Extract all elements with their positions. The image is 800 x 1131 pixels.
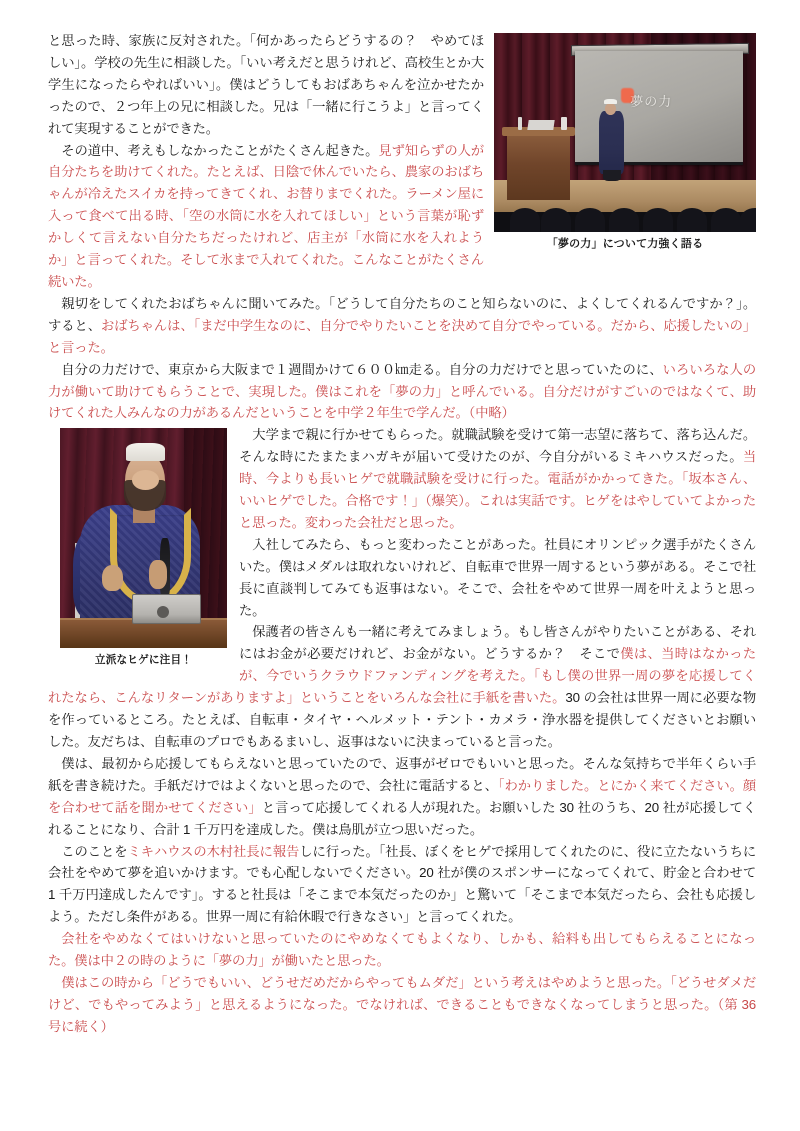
speaker-portrait-photo (60, 428, 227, 648)
paragraph-4 (48, 359, 756, 425)
speaker-head (605, 103, 617, 115)
text-run: 入社してみたら、もっと変わったことがあった。社員にオリンピック選手がたくさんいた。僕はメダルは取れないけれど、自転車で世界一周するという夢がある。そこで社長に直談判してみても返事はない。そこで、会社をやめて世界一周を叶えようと思った。 (239, 536, 756, 618)
text-run-highlight: ミキハウスの木村社長に報告 (127, 843, 300, 859)
speaker-face (132, 470, 159, 490)
speaker-left-hand (102, 565, 124, 591)
text-run: と思った時、家族に反対された。「何かあったらどうするの？ やめてほしい」。学校の先生に相談した。「いい考えだと思うけれど、高校生とか大学生になったらやればいい」。僕はどうしてもおばあちゃんを泣かせたかったので、２つ年上の兄に相談した。兄は「一緒に行こうよ」と言ってくれて実現することができた。 (48, 33, 484, 136)
speaker-cap (126, 443, 165, 462)
paragraph-3 (48, 293, 756, 359)
text-run: と言って応援してくれる人が現れた。お願いした 30 社のうち、20 社が応援してくれることになり、合計 1 千万円を達成した。僕は鳥肌が立つ思いだった。 (48, 799, 756, 837)
speaker-cap (604, 99, 617, 104)
text-run: その道中、考えもしなかったことがたくさん起きた。 (61, 142, 379, 158)
speaker-legs (603, 170, 621, 181)
figure-auditorium-stage (494, 33, 756, 252)
text-run: 親切をしてくれたおばちゃんに聞いてみた。「どうして自分たちのこと知らないのに、よくしてくれるんですか？」。すると、 (48, 295, 756, 333)
text-run-highlight: いろいろな人の力が働いて助けてもらうことで、実現した。僕はこれを「夢の力」と呼んでいる。自分だけがすごいのではなくて、助けてくれた人みんなの力があるんだということを中学２年生で学んだ。（中略） (48, 361, 757, 421)
paragraph-10 (48, 928, 756, 972)
text-run-highlight: 会社をやめなくてはいけないと思っていたのにやめなくてもよくなり、しかも、給料も出してもらえることになった。僕は中２の時のように「夢の力」が働いたと思った。 (48, 931, 756, 969)
text-run: 大学まで親に行かせてもらった。就職試験を受けて第一志望に落ちて、落ち込んだ。そんな時にたまたまハガキが届いて受けたのが、今自分がいるミキハウスだった。 (239, 427, 756, 465)
podium (507, 133, 570, 201)
podium-laptop (527, 120, 555, 130)
text-run-highlight: おばちゃんは、「まだ中学生なのに、自分でやりたいことを決めて自分でやっている。だから、応援したいの」と言った。 (48, 317, 756, 355)
water-bottle (561, 117, 567, 130)
figure-caption-stage: 「夢の力」について力強く語る (546, 238, 704, 250)
slide-text: 夢の力 (630, 93, 673, 109)
text-run: このことを (61, 843, 128, 859)
audience-row (494, 212, 756, 232)
text-run: 自分の力だけで、東京から大阪まで１週間かけて６００㎞走る。自分の力だけでと思っていたのに、 (61, 361, 663, 377)
paragraph-8 (48, 753, 756, 841)
laptop-logo (157, 606, 169, 618)
paragraph-11 (48, 972, 756, 1038)
article-body (48, 30, 756, 1038)
text-run-highlight: 「わかりました。とにかく来てください。顔を合わせて話を聞かせてください」 (48, 777, 756, 815)
text-run: 30 の会社は世界一周に必要な物を作っているところ。たとえば、自転車・タイヤ・ヘルメット・テント・カメラ・浄水器を提供してくださいとお願いした。友だちは、自転車のプロでもあるまいし、返事はないに決まっていると言った。 (48, 690, 756, 749)
text-run-highlight: 見ず知らずの人が自分たちを助けてくれた。たとえば、日陰で休んでいたら、農家のおばちゃんが冷えたスイカを持ってきてくれ、お替りまでくれた。ラーメン屋に入って食べて出る時、「空の水筒に水を入れてほしい」という言葉が恥ずかしくて言えない自分たちだったけれど、店主が「水筒に水を入れようか」と言ってくれた。そして氷まで入れてくれた。こんなことがたくさん続いた。 (48, 142, 484, 289)
text-run-highlight: 当時、今よりも長いヒゲで就職試験を受けに行った。電話がかかってきた。「坂本さん、いいヒゲでした。合格です！」（爆笑）。これは実話です。ヒゲをはやしていてよかったと思った。変わった会社だと思った。 (239, 449, 756, 530)
text-run: しに行った。「社長、ぼくをヒゲで採用してくれたのに、役に立たないうちに会社をやめて夢を追いかけます。でも心配しないでください。20 社が僕のスポンサーになってくれて、貯金と合わせて 1 千万円達成したんです」。すると社長は「そこまで本気だったのか」と驚いて「そこまで本気だったら、会社も応援しよう。ただし条件がある。世界一周に有給休暇で行きなさい」と言ってくれた。 (48, 843, 756, 925)
speaker-robe (599, 111, 624, 175)
text-run: 保護者の皆さんも一緒に考えてみましょう。もし皆さんがやりたいことがある、それにはお金が必要だけれど、お金がない。どうするか？ そこで (239, 624, 756, 662)
paragraph-9 (48, 841, 756, 929)
speaker-right-hand (149, 560, 167, 589)
figure-speaker-portrait (60, 428, 227, 668)
microphone-stand (518, 117, 523, 130)
text-run-highlight: 僕はこの時から「どうでもいい、どうせだめだからやってもムダだ」という考えはやめようと思った。「どうせダメだけど、でもやってみよう」と思えるようになった。でなければ、できることもできなくなってしまうと思った。（第 36 号に続く） (48, 974, 756, 1034)
text-run-highlight: 僕は、当時はなかったが、今でいうクラウドファンディングを考えた。「もし僕の世界一周の夢を応援してくれたなら、こんなリターンがありますよ」ということをいろんな会社に手紙を書いた。 (48, 646, 756, 706)
text-run: 僕は、最初から応援してもらえないと思っていたので、返事がゼロでもいいと思った。そんな気持ちで半年くらい手紙を書き続けた。手紙だけではよくないと思ったので、会社に電話すると、 (48, 755, 756, 793)
figure-caption-portrait: 立派なヒゲに注目！ (94, 654, 193, 667)
auditorium-stage-photo (494, 33, 756, 232)
